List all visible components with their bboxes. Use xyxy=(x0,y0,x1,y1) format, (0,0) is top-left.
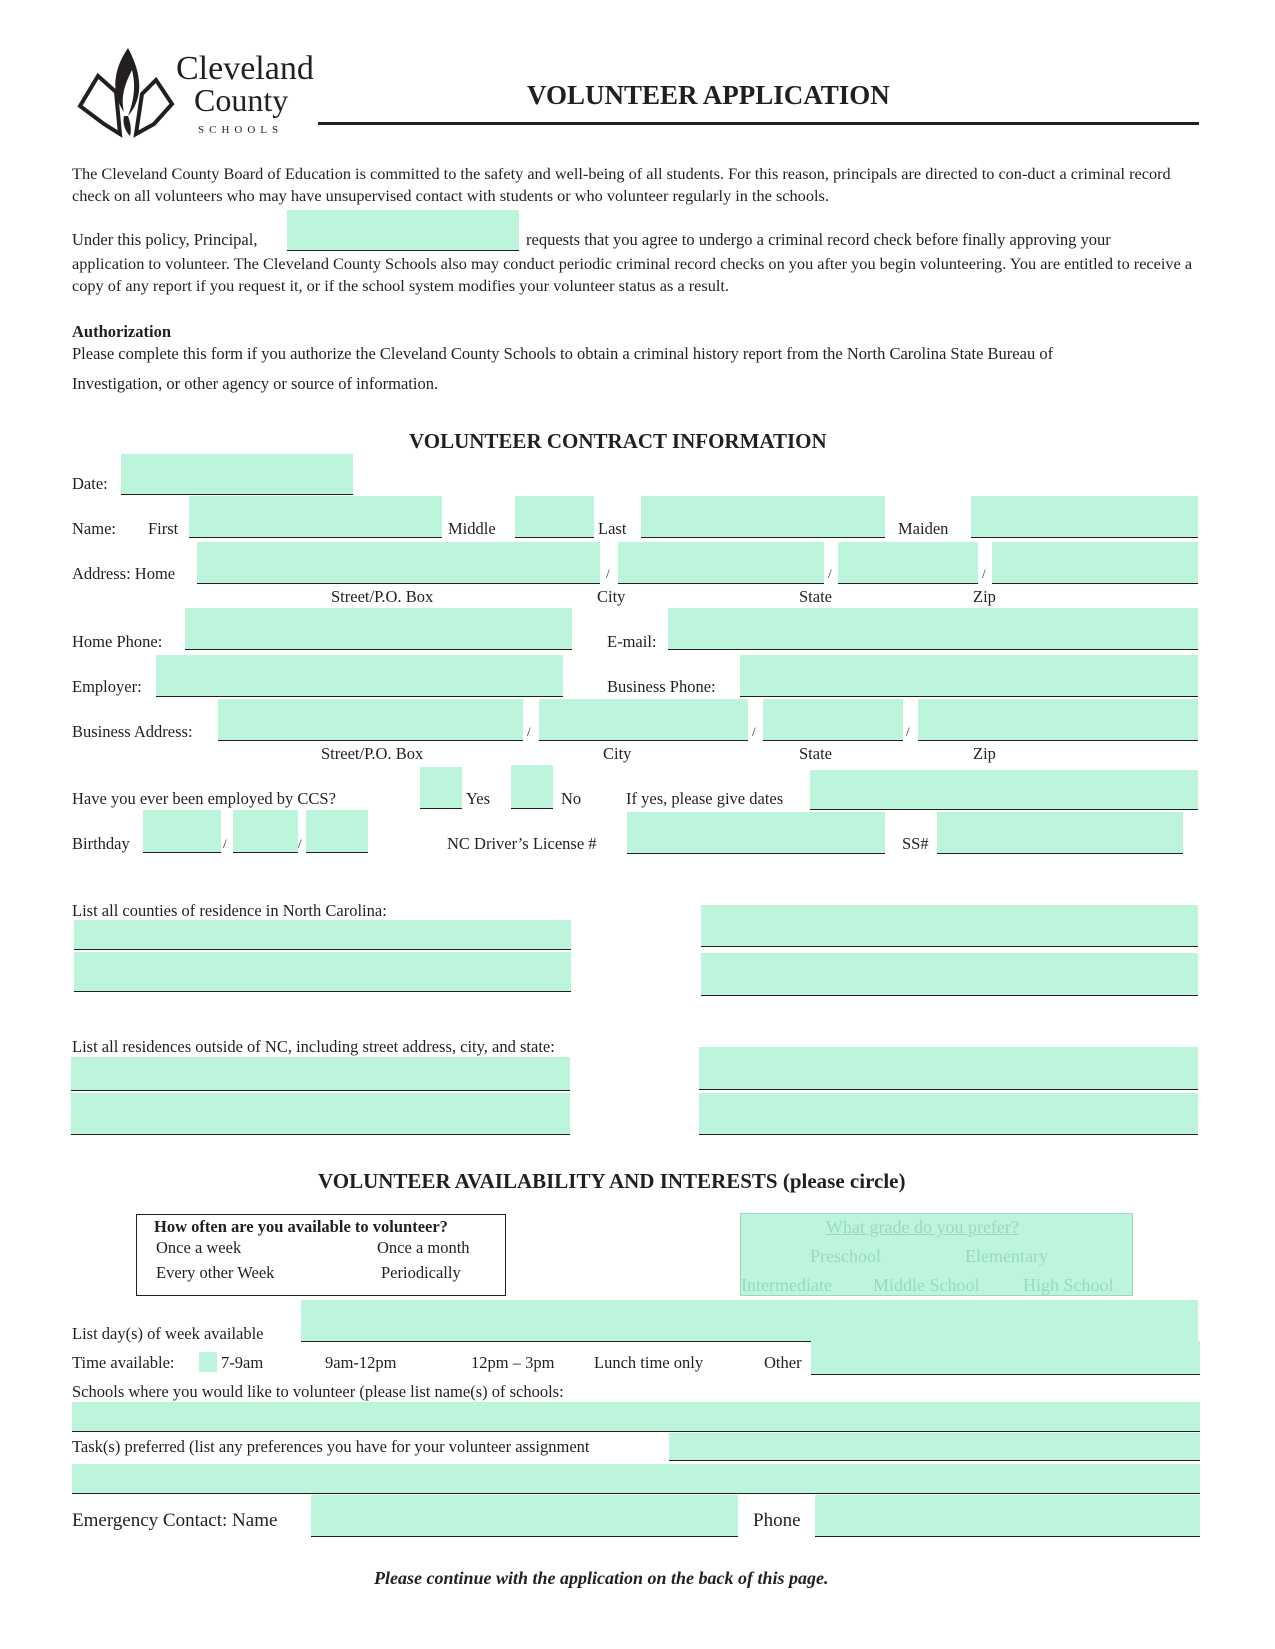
employer-field[interactable] xyxy=(156,655,563,697)
business-city-field[interactable] xyxy=(539,699,748,741)
home-address-label: Address: Home xyxy=(72,564,176,583)
time-available-label: Time available: xyxy=(72,1353,175,1372)
tasks-field-1[interactable] xyxy=(669,1433,1200,1461)
frequency-title: How often are you available to volunteer? xyxy=(154,1217,448,1236)
availability-heading: VOLUNTEER AVAILABILITY AND INTERESTS (please circle) xyxy=(318,1169,906,1193)
birthday-year-field[interactable] xyxy=(306,810,368,853)
birthday-day-field[interactable] xyxy=(233,810,298,853)
middle-name-label: Middle xyxy=(448,519,496,538)
time-other-field[interactable] xyxy=(811,1341,1200,1375)
footer-note: Please continue with the application on the back of this page. xyxy=(374,1568,829,1588)
principal-name-field[interactable] xyxy=(287,210,519,251)
date-field[interactable] xyxy=(121,454,353,495)
email-field[interactable] xyxy=(668,608,1198,650)
home-zip-field[interactable] xyxy=(992,542,1198,584)
employment-dates-field[interactable] xyxy=(810,770,1198,810)
outside-residence-field-4[interactable] xyxy=(699,1093,1198,1135)
middle-name-field[interactable] xyxy=(515,496,594,538)
schools-field[interactable] xyxy=(72,1402,1200,1432)
slash: / xyxy=(298,836,302,851)
business-zip-field[interactable] xyxy=(918,699,1198,741)
employer-label: Employer: xyxy=(72,677,142,696)
business-state-caption: State xyxy=(799,744,832,763)
home-state-field[interactable] xyxy=(838,542,978,584)
slash: / xyxy=(982,566,986,581)
home-zip-caption: Zip xyxy=(973,587,996,606)
grade-title: What grade do you prefer? xyxy=(826,1217,1019,1237)
page-title: VOLUNTEER APPLICATION xyxy=(527,80,890,110)
logo-text-cleveland: Cleveland xyxy=(176,50,314,87)
business-street-caption: Street/P.O. Box xyxy=(321,744,424,763)
logo-text-county: County xyxy=(194,82,289,118)
nc-county-field-1[interactable] xyxy=(74,920,571,950)
business-address-label: Business Address: xyxy=(72,722,193,741)
frequency-once-month[interactable]: Once a month xyxy=(377,1238,470,1257)
nc-county-field-4[interactable] xyxy=(701,953,1198,996)
title-rule xyxy=(318,122,1199,125)
emergency-contact-label: Emergency Contact: Name xyxy=(72,1510,278,1531)
contract-heading: VOLUNTEER CONTRACT INFORMATION xyxy=(409,429,827,453)
nc-counties-label: List all counties of residence in North Carolina: xyxy=(72,901,387,920)
home-city-field[interactable] xyxy=(618,542,824,584)
schools-label: Schools where you would like to volunteer (please list name(s) of schools: xyxy=(72,1382,564,1401)
nc-county-field-3[interactable] xyxy=(701,905,1198,947)
tasks-label: Task(s) preferred (list any preferences you have for your volunteer assignment xyxy=(72,1437,590,1456)
authorization-text-2: Investigation, or other agency or source of information. xyxy=(72,374,439,393)
principal-label: Under this policy, Principal, xyxy=(72,230,258,249)
slash: / xyxy=(828,566,832,581)
drivers-license-field[interactable] xyxy=(627,812,885,854)
grade-preschool[interactable]: Preschool xyxy=(810,1246,881,1266)
home-city-caption: City xyxy=(597,587,626,606)
outside-residence-field-3[interactable] xyxy=(699,1047,1198,1090)
grade-middle-school[interactable]: Middle School xyxy=(873,1275,980,1295)
first-name-label: First xyxy=(148,519,179,538)
authorization-heading: Authorization xyxy=(72,322,171,341)
frequency-once-week[interactable]: Once a week xyxy=(156,1238,242,1257)
home-state-caption: State xyxy=(799,587,832,606)
logo xyxy=(76,46,326,142)
birthday-label: Birthday xyxy=(72,834,130,853)
employment-dates-label: If yes, please give dates xyxy=(626,789,784,808)
time-7-9am[interactable]: 7-9am xyxy=(221,1353,264,1372)
last-name-label: Last xyxy=(598,519,627,538)
emergency-phone-field[interactable] xyxy=(815,1495,1200,1537)
business-city-caption: City xyxy=(603,744,632,763)
emergency-phone-label: Phone xyxy=(753,1510,801,1531)
time-9am-12pm[interactable]: 9am-12pm xyxy=(325,1353,397,1372)
drivers-license-label: NC Driver’s License # xyxy=(447,834,597,853)
last-name-field[interactable] xyxy=(641,496,885,538)
birthday-month-field[interactable] xyxy=(143,810,221,853)
business-phone-field[interactable] xyxy=(740,655,1198,697)
maiden-name-label: Maiden xyxy=(898,519,949,538)
authorization-text-1: Please complete this form if you authorize the Cleveland County Schools to obtain a criminal history report from the North Carolina State Bureau of xyxy=(72,344,1054,363)
frequency-periodically[interactable]: Periodically xyxy=(381,1263,461,1282)
slash: / xyxy=(906,724,910,739)
home-street-caption: Street/P.O. Box xyxy=(331,587,434,606)
grade-preference-box xyxy=(740,1213,1133,1296)
time-12pm-3pm[interactable]: 12pm – 3pm xyxy=(471,1353,555,1372)
outside-residences-label: List all residences outside of NC, including street address, city, and state: xyxy=(72,1037,555,1056)
employed-no-label: No xyxy=(561,789,582,808)
principal-text-after: requests that you agree to undergo a criminal record check before finally approving your xyxy=(526,230,1111,249)
employed-no-checkbox[interactable] xyxy=(511,765,553,809)
ssn-field[interactable] xyxy=(937,812,1183,854)
intro-paragraph-2: application to volunteer. The Cleveland County Schools also may conduct periodic criminal record checks on you after you begin volunteering. You are entitled to receive a copy of any report if you request it, or if the school system modifies your volunteer status as a result. xyxy=(72,254,1193,295)
employed-ccs-question: Have you ever been employed by CCS? xyxy=(72,789,336,808)
employed-yes-label: Yes xyxy=(466,789,491,808)
home-phone-label: Home Phone: xyxy=(72,632,163,651)
time-lunch-only[interactable]: Lunch time only xyxy=(594,1353,704,1372)
slash: / xyxy=(527,724,531,739)
slash: / xyxy=(223,836,227,851)
date-label: Date: xyxy=(72,474,108,493)
employed-yes-checkbox[interactable] xyxy=(420,767,462,809)
logo-text-schools: SCHOOLS xyxy=(198,124,284,136)
frequency-box xyxy=(136,1214,506,1296)
ssn-label: SS# xyxy=(902,834,929,853)
nc-county-field-2[interactable] xyxy=(74,952,571,992)
business-street-field[interactable] xyxy=(218,699,523,741)
time-7-9am-checkbox[interactable] xyxy=(199,1352,217,1372)
maiden-name-field[interactable] xyxy=(971,496,1198,538)
grade-high-school[interactable]: High School xyxy=(1023,1275,1114,1295)
time-other-label: Other xyxy=(764,1353,802,1372)
grade-intermediate[interactable]: Intermediate xyxy=(741,1275,832,1295)
business-phone-label: Business Phone: xyxy=(607,677,716,696)
email-label: E-mail: xyxy=(607,632,657,651)
slash: / xyxy=(606,566,610,581)
tasks-field-2[interactable] xyxy=(72,1464,1200,1494)
logo-flame-book-icon xyxy=(76,46,186,142)
days-available-field[interactable] xyxy=(301,1300,1198,1342)
outside-residence-field-2[interactable] xyxy=(71,1093,570,1135)
outside-residence-field-1[interactable] xyxy=(71,1057,570,1091)
grade-elementary[interactable]: Elementary xyxy=(965,1246,1048,1266)
intro-paragraph: The Cleveland County Board of Education is committed to the safety and well-being of all students. For this reason, principals are directed to con-duct a criminal record check on all volunteers who may have unsupervised contact with students or who volunteer regularly in the schools. xyxy=(72,164,1171,205)
frequency-every-other-week[interactable]: Every other Week xyxy=(156,1263,275,1282)
home-phone-field[interactable] xyxy=(185,608,572,650)
name-label: Name: xyxy=(72,519,116,538)
home-street-field[interactable] xyxy=(197,542,600,584)
days-available-label: List day(s) of week available xyxy=(72,1324,264,1343)
business-zip-caption: Zip xyxy=(973,744,996,763)
business-state-field[interactable] xyxy=(763,699,903,741)
first-name-field[interactable] xyxy=(189,496,442,538)
emergency-name-field[interactable] xyxy=(311,1495,738,1537)
slash: / xyxy=(752,724,756,739)
